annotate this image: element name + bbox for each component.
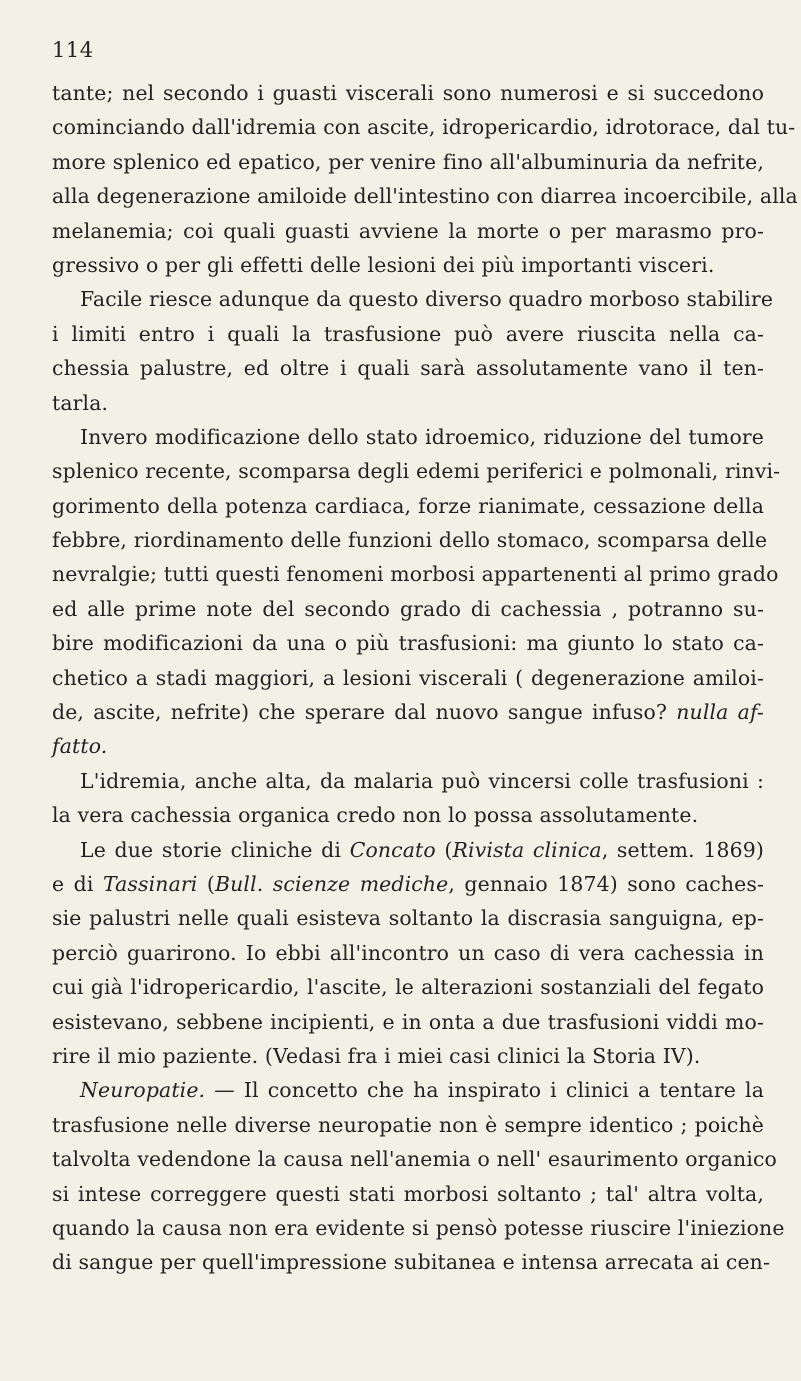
text-segment: — Il concetto che ha inspirato i clinici a tentare la (205, 1078, 764, 1103)
text-segment: bire modificazioni da una o più trasfusioni: ma giunto lo stato ca- (52, 631, 764, 656)
text-segment: tarla. (52, 390, 109, 415)
text-line (52, 214, 764, 248)
text-line (52, 351, 764, 385)
text-line (52, 454, 781, 488)
text-segment: melanemia; coi quali guasti avviene la morte o per marasmo pro- (52, 218, 764, 243)
text-segment: , settem. 1869) (601, 837, 765, 862)
text-segment: quando la causa non era evidente si pensò potesse riuscire l'iniezione (52, 1215, 785, 1240)
text-segment: chessia palustre, ed oltre i quali sarà assolutamente vano il ten- (52, 356, 764, 381)
text-segment: Invero modificazione dello stato idroemico, riduzione del tumore (80, 424, 764, 449)
page-number: 114 (52, 38, 94, 62)
text-segment: si intese correggere questi stati morbosi soltanto ; tal' altra volta, (52, 1181, 764, 1206)
text-line (52, 867, 764, 901)
text-segment: Facile riesce adunque da questo diverso quadro morboso stabilire (80, 287, 774, 312)
italic-segment: Neuropatie. (80, 1078, 206, 1103)
text-line (52, 145, 764, 179)
body-text (52, 76, 798, 1280)
text-line (52, 1142, 777, 1176)
text-line (52, 798, 764, 832)
text-line (52, 1108, 764, 1142)
text-segment: e di (52, 871, 103, 896)
text-line (52, 1005, 764, 1039)
text-line (52, 386, 764, 420)
text-line (52, 179, 798, 213)
text-line (52, 1245, 770, 1279)
text-line (52, 592, 764, 626)
text-line (52, 1039, 764, 1073)
text-line (52, 76, 764, 110)
text-line (52, 282, 774, 316)
text-segment: talvolta vedendone la causa nell'anemia o nell' esaurimento organico (52, 1147, 777, 1172)
text-line (52, 420, 764, 454)
text-segment: ( (435, 837, 453, 862)
text-segment: nevralgie; tutti questi fenomeni morbosi appartenenti al primo grado (52, 562, 779, 587)
text-segment: i limiti entro i quali la trasfusione può avere riuscita nella ca- (52, 321, 764, 346)
text-segment: sie palustri nelle quali esisteva soltanto la discrasia sanguigna, ep- (52, 906, 764, 931)
text-segment: gorimento della potenza cardiaca, forze rianimate, cessazione della (52, 493, 764, 518)
text-segment: perciò guarirono. Io ebbi all'incontro un caso di vera cachessia in (52, 940, 764, 965)
text-line (52, 317, 764, 351)
text-line (52, 110, 796, 144)
text-segment: trasfusione nelle diverse neuropatie non è sempre identico ; poichè (52, 1112, 764, 1137)
text-line (52, 1211, 785, 1245)
text-line (52, 833, 764, 867)
text-segment: Le due storie cliniche di (80, 837, 350, 862)
text-segment: , gennaio 1874) sono caches- (448, 871, 764, 896)
text-line (52, 626, 764, 660)
text-segment: rire il mio paziente. (Vedasi fra i miei casi clinici la Storia IV). (52, 1043, 701, 1068)
text-line (52, 1177, 764, 1211)
text-segment: esistevano, sebbene incipienti, e in onta a due trasfusioni viddi mo- (52, 1009, 764, 1034)
italic-segment: Rivista clinica (452, 837, 602, 862)
text-segment: gressivo o per gli effetti delle lesioni dei più importanti visceri. (52, 252, 715, 277)
text-line (52, 661, 764, 695)
text-segment: cominciando dall'idremia con ascite, idropericardio, idrotorace, dal tu- (52, 115, 796, 140)
text-line (52, 936, 764, 970)
text-segment: tante; nel secondo i guasti viscerali sono numerosi e si succedono (52, 81, 764, 105)
text-line (52, 729, 764, 763)
text-segment: ed alle prime note del secondo grado di cachessia , potranno su- (52, 596, 764, 621)
text-segment: splenico recente, scomparsa degli edemi periferici e polmonali, rinvi- (52, 459, 781, 484)
italic-segment: nulla af- (676, 700, 764, 725)
text-segment: di sangue per quell'impressione subitanea e intensa arrecata ai cen- (52, 1250, 770, 1275)
text-line (52, 489, 764, 523)
text-line (52, 901, 764, 935)
text-segment: de, ascite, nefrite) che sperare dal nuovo sangue infuso? (52, 700, 677, 725)
text-line (52, 695, 764, 729)
text-line (52, 970, 764, 1004)
italic-segment: fatto. (52, 734, 108, 759)
italic-segment: Concato (349, 837, 436, 862)
text-line (52, 523, 768, 557)
italic-segment: Tassinari (102, 871, 198, 896)
text-segment: la vera cachessia organica credo non lo possa assolutamente. (52, 803, 699, 828)
italic-segment: Bull. scienze mediche (215, 871, 449, 896)
text-segment: febbre, riordinamento delle funzioni dello stomaco, scomparsa delle (52, 528, 768, 553)
text-segment: more splenico ed epatico, per venire fino all'albuminuria da nefrite, (52, 149, 764, 174)
text-segment: alla degenerazione amiloide dell'intestino con diarrea incoercibile, alla (52, 184, 798, 209)
text-segment: L'idremia, anche alta, da malaria può vincersi colle trasfusioni : (80, 768, 764, 793)
text-segment: ( (197, 871, 215, 896)
text-line (52, 764, 764, 798)
text-line (52, 1073, 764, 1107)
text-line (52, 557, 779, 591)
text-segment: chetico a stadi maggiori, a lesioni viscerali ( degenerazione amiloi- (52, 665, 764, 690)
text-segment: cui già l'idropericardio, l'ascite, le alterazioni sostanziali del fegato (52, 975, 764, 1000)
text-line (52, 248, 764, 282)
